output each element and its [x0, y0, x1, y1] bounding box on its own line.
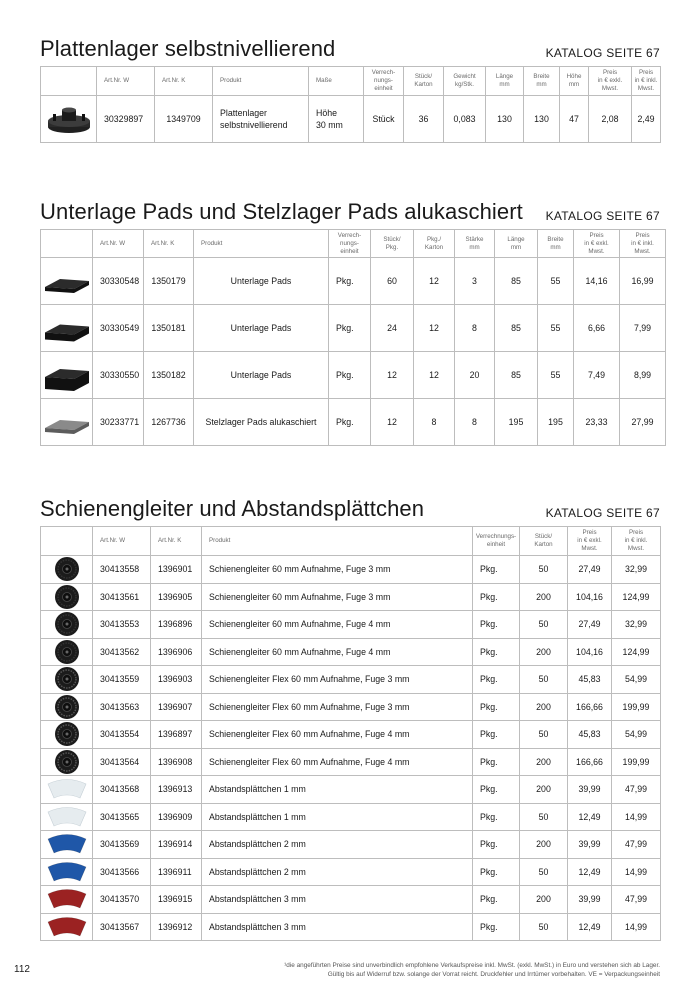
table-cell: 200 [520, 776, 568, 804]
table-cell: Unterlage Pads [194, 305, 329, 352]
table-row [41, 858, 661, 886]
pad-thick-icon [41, 352, 93, 399]
header-image-cell [41, 527, 93, 556]
table-cell: 1396909 [151, 803, 202, 831]
table-cell: 30413564 [93, 748, 151, 776]
table-cell: 124,99 [612, 583, 661, 611]
pad-medium-icon [41, 305, 93, 352]
table-cell: Höhe 30 mm [309, 96, 364, 143]
table-cell: 54,99 [612, 666, 661, 694]
table-cell: 32,99 [612, 556, 661, 584]
table-cell: 12 [414, 352, 455, 399]
table-row [41, 305, 666, 352]
table-cell: 3 [455, 258, 495, 305]
table-cell: 1396901 [151, 556, 202, 584]
table-row [41, 913, 661, 941]
catalog-reference: KATALOG SEITE 67 [545, 46, 660, 60]
table-cell: Schienengleiter 60 mm Aufnahme, Fuge 4 mm [202, 638, 473, 666]
table-cell: Abstandsplättchen 3 mm [202, 913, 473, 941]
table-cell: 55 [538, 258, 574, 305]
table-cell: 1396912 [151, 913, 202, 941]
table-cell: 124,99 [612, 638, 661, 666]
table-cell: 45,83 [568, 666, 612, 694]
table-cell: Pkg. [473, 666, 520, 694]
table-cell: Unterlage Pads [194, 352, 329, 399]
spacer-red-icon [41, 913, 93, 941]
table-cell: 30413554 [93, 721, 151, 749]
table-cell: 1350182 [144, 352, 194, 399]
table-cell: 47,99 [612, 886, 661, 914]
table-cell: 30413567 [93, 913, 151, 941]
table-cell: 1396914 [151, 831, 202, 859]
table-cell: 85 [495, 258, 538, 305]
table-cell: 47,99 [612, 831, 661, 859]
column-header: Art.Nr. K [155, 67, 213, 96]
catalog-reference: KATALOG SEITE 67 [545, 209, 660, 223]
catalog-reference: KATALOG SEITE 67 [545, 506, 660, 520]
table-cell: 0,083 [444, 96, 486, 143]
table-cell: 8 [455, 399, 495, 446]
table-cell: 47,99 [612, 776, 661, 804]
table-cell: Schienengleiter Flex 60 mm Aufnahme, Fuge 4 mm [202, 748, 473, 776]
table-cell: 1396915 [151, 886, 202, 914]
spacer-blue-icon [41, 831, 93, 859]
header-image-cell [41, 67, 97, 96]
pad-thin-icon [41, 258, 93, 305]
table-cell: Pkg. [473, 913, 520, 941]
table-cell: 200 [520, 693, 568, 721]
table-cell: 85 [495, 352, 538, 399]
table-cell: 30413562 [93, 638, 151, 666]
table-row [41, 399, 666, 446]
table-cell: 27,49 [568, 611, 612, 639]
spacer-white-icon [41, 776, 93, 804]
table-row [41, 583, 661, 611]
glider-icon [41, 583, 93, 611]
glider-icon [41, 638, 93, 666]
footer-note-line1: ¹die angeführten Preise sind unverbindlich empfohlene Verkaufspreise inkl. MwSt. (exkl. MwSt.) in Euro und verstehen sich ab Lager. [284, 962, 660, 969]
table-row [41, 352, 666, 399]
section-schienengleiter [40, 494, 660, 941]
table-cell: 200 [520, 638, 568, 666]
table-cell: 200 [520, 583, 568, 611]
table-row [41, 693, 661, 721]
glider-icon [41, 611, 93, 639]
table-cell: 1349709 [155, 96, 213, 143]
column-header: Preis in € inkl. Mwst. [612, 527, 661, 556]
table-cell: 200 [520, 831, 568, 859]
table-cell: 1396905 [151, 583, 202, 611]
table-cell: 30330548 [93, 258, 144, 305]
column-header: Höhe mm [560, 67, 589, 96]
table-cell: 1396913 [151, 776, 202, 804]
table-cell: 54,99 [612, 721, 661, 749]
column-header: Verrechnungs- einheit [473, 527, 520, 556]
column-header: Breite mm [538, 230, 574, 258]
table-cell: 199,99 [612, 748, 661, 776]
table-cell: Stück [364, 96, 404, 143]
table-cell: Unterlage Pads [194, 258, 329, 305]
glider-icon [41, 556, 93, 584]
column-header: Art.Nr. W [97, 67, 155, 96]
column-header: Breite mm [524, 67, 560, 96]
table-cell: 30413570 [93, 886, 151, 914]
column-header: Preis in € exkl. Mwst. [589, 67, 632, 96]
table-cell: 166,66 [568, 748, 612, 776]
glider-flex-icon [41, 666, 93, 694]
table-row [41, 556, 661, 584]
table-cell: 200 [520, 886, 568, 914]
table-row [41, 638, 661, 666]
table-cell: 39,99 [568, 831, 612, 859]
table-cell: Schienengleiter 60 mm Aufnahme, Fuge 3 mm [202, 583, 473, 611]
table-row [41, 721, 661, 749]
column-header: Stärke mm [455, 230, 495, 258]
table-row [41, 803, 661, 831]
section-unterlage-pads [40, 197, 660, 446]
table-cell: 85 [495, 305, 538, 352]
table-cell: Schienengleiter Flex 60 mm Aufnahme, Fuge 3 mm [202, 693, 473, 721]
table-cell: Pkg. [473, 803, 520, 831]
table-cell: 50 [520, 611, 568, 639]
table-cell: Pkg. [473, 858, 520, 886]
column-header: Pkg./ Karton [414, 230, 455, 258]
table-cell: 12 [414, 305, 455, 352]
product-table [40, 229, 666, 446]
table-cell: 14,99 [612, 858, 661, 886]
column-header: Stück/ Karton [404, 67, 444, 96]
table-row [41, 886, 661, 914]
table-row [41, 96, 661, 143]
table-cell: Pkg. [329, 258, 371, 305]
column-header: Art.Nr. W [93, 527, 151, 556]
table-cell: Pkg. [329, 399, 371, 446]
table-cell: 45,83 [568, 721, 612, 749]
table-cell: 200 [520, 748, 568, 776]
table-cell: 8 [414, 399, 455, 446]
table-row [41, 666, 661, 694]
column-header: Länge mm [486, 67, 524, 96]
table-cell: 14,99 [612, 913, 661, 941]
table-cell: 1396911 [151, 858, 202, 886]
table-cell: Abstandsplättchen 2 mm [202, 831, 473, 859]
table-cell: 30330550 [93, 352, 144, 399]
pad-alu-icon [41, 399, 93, 446]
table-cell: 50 [520, 913, 568, 941]
table-cell: Abstandsplättchen 3 mm [202, 886, 473, 914]
table-cell: Pkg. [473, 583, 520, 611]
column-header: Preis in € inkl. Mwst. [620, 230, 666, 258]
table-cell: 195 [538, 399, 574, 446]
table-cell: 130 [524, 96, 560, 143]
table-cell: 199,99 [612, 693, 661, 721]
table-cell: Stelzlager Pads alukaschiert [194, 399, 329, 446]
table-cell: 30413568 [93, 776, 151, 804]
table-cell: Schienengleiter 60 mm Aufnahme, Fuge 3 mm [202, 556, 473, 584]
table-cell: 2,08 [589, 96, 632, 143]
column-header: Preis in € exkl. Mwst. [574, 230, 620, 258]
table-cell: 12 [371, 399, 414, 446]
spacer-white-icon [41, 803, 93, 831]
column-header: Verrech- nungs- einheit [329, 230, 371, 258]
table-cell: Pkg. [473, 886, 520, 914]
table-cell: Pkg. [329, 305, 371, 352]
table-row [41, 748, 661, 776]
table-cell: 30413553 [93, 611, 151, 639]
table-cell: 32,99 [612, 611, 661, 639]
table-cell: 50 [520, 803, 568, 831]
spacer-blue-icon [41, 858, 93, 886]
table-cell: 1396896 [151, 611, 202, 639]
table-cell: 30330549 [93, 305, 144, 352]
table-cell: 8 [455, 305, 495, 352]
column-header: Produkt [213, 67, 309, 96]
table-cell: 30329897 [97, 96, 155, 143]
table-row [41, 776, 661, 804]
table-cell: 14,16 [574, 258, 620, 305]
table-row [41, 611, 661, 639]
table-cell: 50 [520, 858, 568, 886]
table-cell: 1396908 [151, 748, 202, 776]
footer-note-line2: Gültig bis auf Widerruf bzw. solange der Vorrat reicht. Druckfehler und Irrtümer vorbehalten. VE = Verpackungseinheit [327, 971, 660, 978]
table-cell: 14,99 [612, 803, 661, 831]
column-header: Art.Nr. K [151, 527, 202, 556]
table-cell: Pkg. [473, 611, 520, 639]
table-cell: 7,99 [620, 305, 666, 352]
table-cell: 50 [520, 666, 568, 694]
table-cell: 39,99 [568, 886, 612, 914]
table-cell: 195 [495, 399, 538, 446]
table-cell: Pkg. [473, 693, 520, 721]
table-cell: 1396906 [151, 638, 202, 666]
column-header: Verrech- nungs- einheit [364, 67, 404, 96]
table-cell: 27,99 [620, 399, 666, 446]
table-cell: Pkg. [473, 556, 520, 584]
glider-flex-icon [41, 693, 93, 721]
spacer-red-icon [41, 886, 93, 914]
table-cell: 50 [520, 556, 568, 584]
table-cell: 1396903 [151, 666, 202, 694]
table-cell: 39,99 [568, 776, 612, 804]
table-cell: Plattenlager selbstnivellierend [213, 96, 309, 143]
table-cell: 30413561 [93, 583, 151, 611]
glider-flex-icon [41, 748, 93, 776]
footer-note [190, 961, 660, 979]
table-cell: 1267736 [144, 399, 194, 446]
table-cell: 1350179 [144, 258, 194, 305]
table-cell: 166,66 [568, 693, 612, 721]
table-cell: 12 [414, 258, 455, 305]
table-cell: 23,33 [574, 399, 620, 446]
table-cell: 30413559 [93, 666, 151, 694]
table-cell: Pkg. [473, 748, 520, 776]
product-table [40, 66, 661, 143]
table-cell: Pkg. [473, 721, 520, 749]
column-header: Produkt [202, 527, 473, 556]
table-cell: 27,49 [568, 556, 612, 584]
section-title: Plattenlager selbstnivellierend [40, 36, 336, 61]
section-title: Unterlage Pads und Stelzlager Pads alukaschiert [40, 199, 523, 224]
section-title: Schienengleiter und Abstandsplättchen [40, 496, 425, 521]
table-cell: 36 [404, 96, 444, 143]
table-row [41, 831, 661, 859]
table-cell: 8,99 [620, 352, 666, 399]
table-cell: Pkg. [473, 776, 520, 804]
plattenlager-icon [41, 96, 97, 143]
table-cell: 12,49 [568, 803, 612, 831]
table-cell: Abstandsplättchen 2 mm [202, 858, 473, 886]
column-header: Art.Nr. W [93, 230, 144, 258]
table-cell: Schienengleiter 60 mm Aufnahme, Fuge 4 mm [202, 611, 473, 639]
column-header: Stück/ Karton [520, 527, 568, 556]
table-cell: 104,16 [568, 638, 612, 666]
column-header: Stück/ Pkg. [371, 230, 414, 258]
table-cell: 104,16 [568, 583, 612, 611]
table-cell: Pkg. [473, 638, 520, 666]
glider-flex-icon [41, 721, 93, 749]
product-table [40, 526, 661, 941]
table-cell: 2,49 [632, 96, 661, 143]
table-cell: 60 [371, 258, 414, 305]
column-header: Gewicht kg/Stk. [444, 67, 486, 96]
table-cell: 30413563 [93, 693, 151, 721]
table-cell: 30413565 [93, 803, 151, 831]
table-cell: 30413558 [93, 556, 151, 584]
table-cell: Schienengleiter Flex 60 mm Aufnahme, Fuge 4 mm [202, 721, 473, 749]
table-cell: 30413566 [93, 858, 151, 886]
column-header: Preis in € exkl. Mwst. [568, 527, 612, 556]
table-cell: 12,49 [568, 858, 612, 886]
table-cell: 50 [520, 721, 568, 749]
table-cell: 7,49 [574, 352, 620, 399]
table-cell: Pkg. [329, 352, 371, 399]
table-cell: Abstandsplättchen 1 mm [202, 803, 473, 831]
section-plattenlager [40, 34, 660, 143]
table-cell: 30413569 [93, 831, 151, 859]
table-cell: Pkg. [473, 831, 520, 859]
table-cell: 55 [538, 305, 574, 352]
table-cell: 20 [455, 352, 495, 399]
table-cell: 12,49 [568, 913, 612, 941]
table-cell: 6,66 [574, 305, 620, 352]
column-header: Produkt [194, 230, 329, 258]
table-cell: Schienengleiter Flex 60 mm Aufnahme, Fuge 3 mm [202, 666, 473, 694]
column-header: Länge mm [495, 230, 538, 258]
column-header: Maße [309, 67, 364, 96]
column-header: Art.Nr. K [144, 230, 194, 258]
header-image-cell [41, 230, 93, 258]
table-cell: 130 [486, 96, 524, 143]
table-cell: 1396907 [151, 693, 202, 721]
table-cell: 47 [560, 96, 589, 143]
page-number: 112 [14, 964, 30, 975]
table-cell: 30233771 [93, 399, 144, 446]
table-row [41, 258, 666, 305]
table-cell: 55 [538, 352, 574, 399]
table-cell: 1350181 [144, 305, 194, 352]
table-cell: 16,99 [620, 258, 666, 305]
column-header: Preis in € inkl. Mwst. [632, 67, 661, 96]
table-cell: 12 [371, 352, 414, 399]
table-cell: Abstandsplättchen 1 mm [202, 776, 473, 804]
table-cell: 24 [371, 305, 414, 352]
table-cell: 1396897 [151, 721, 202, 749]
